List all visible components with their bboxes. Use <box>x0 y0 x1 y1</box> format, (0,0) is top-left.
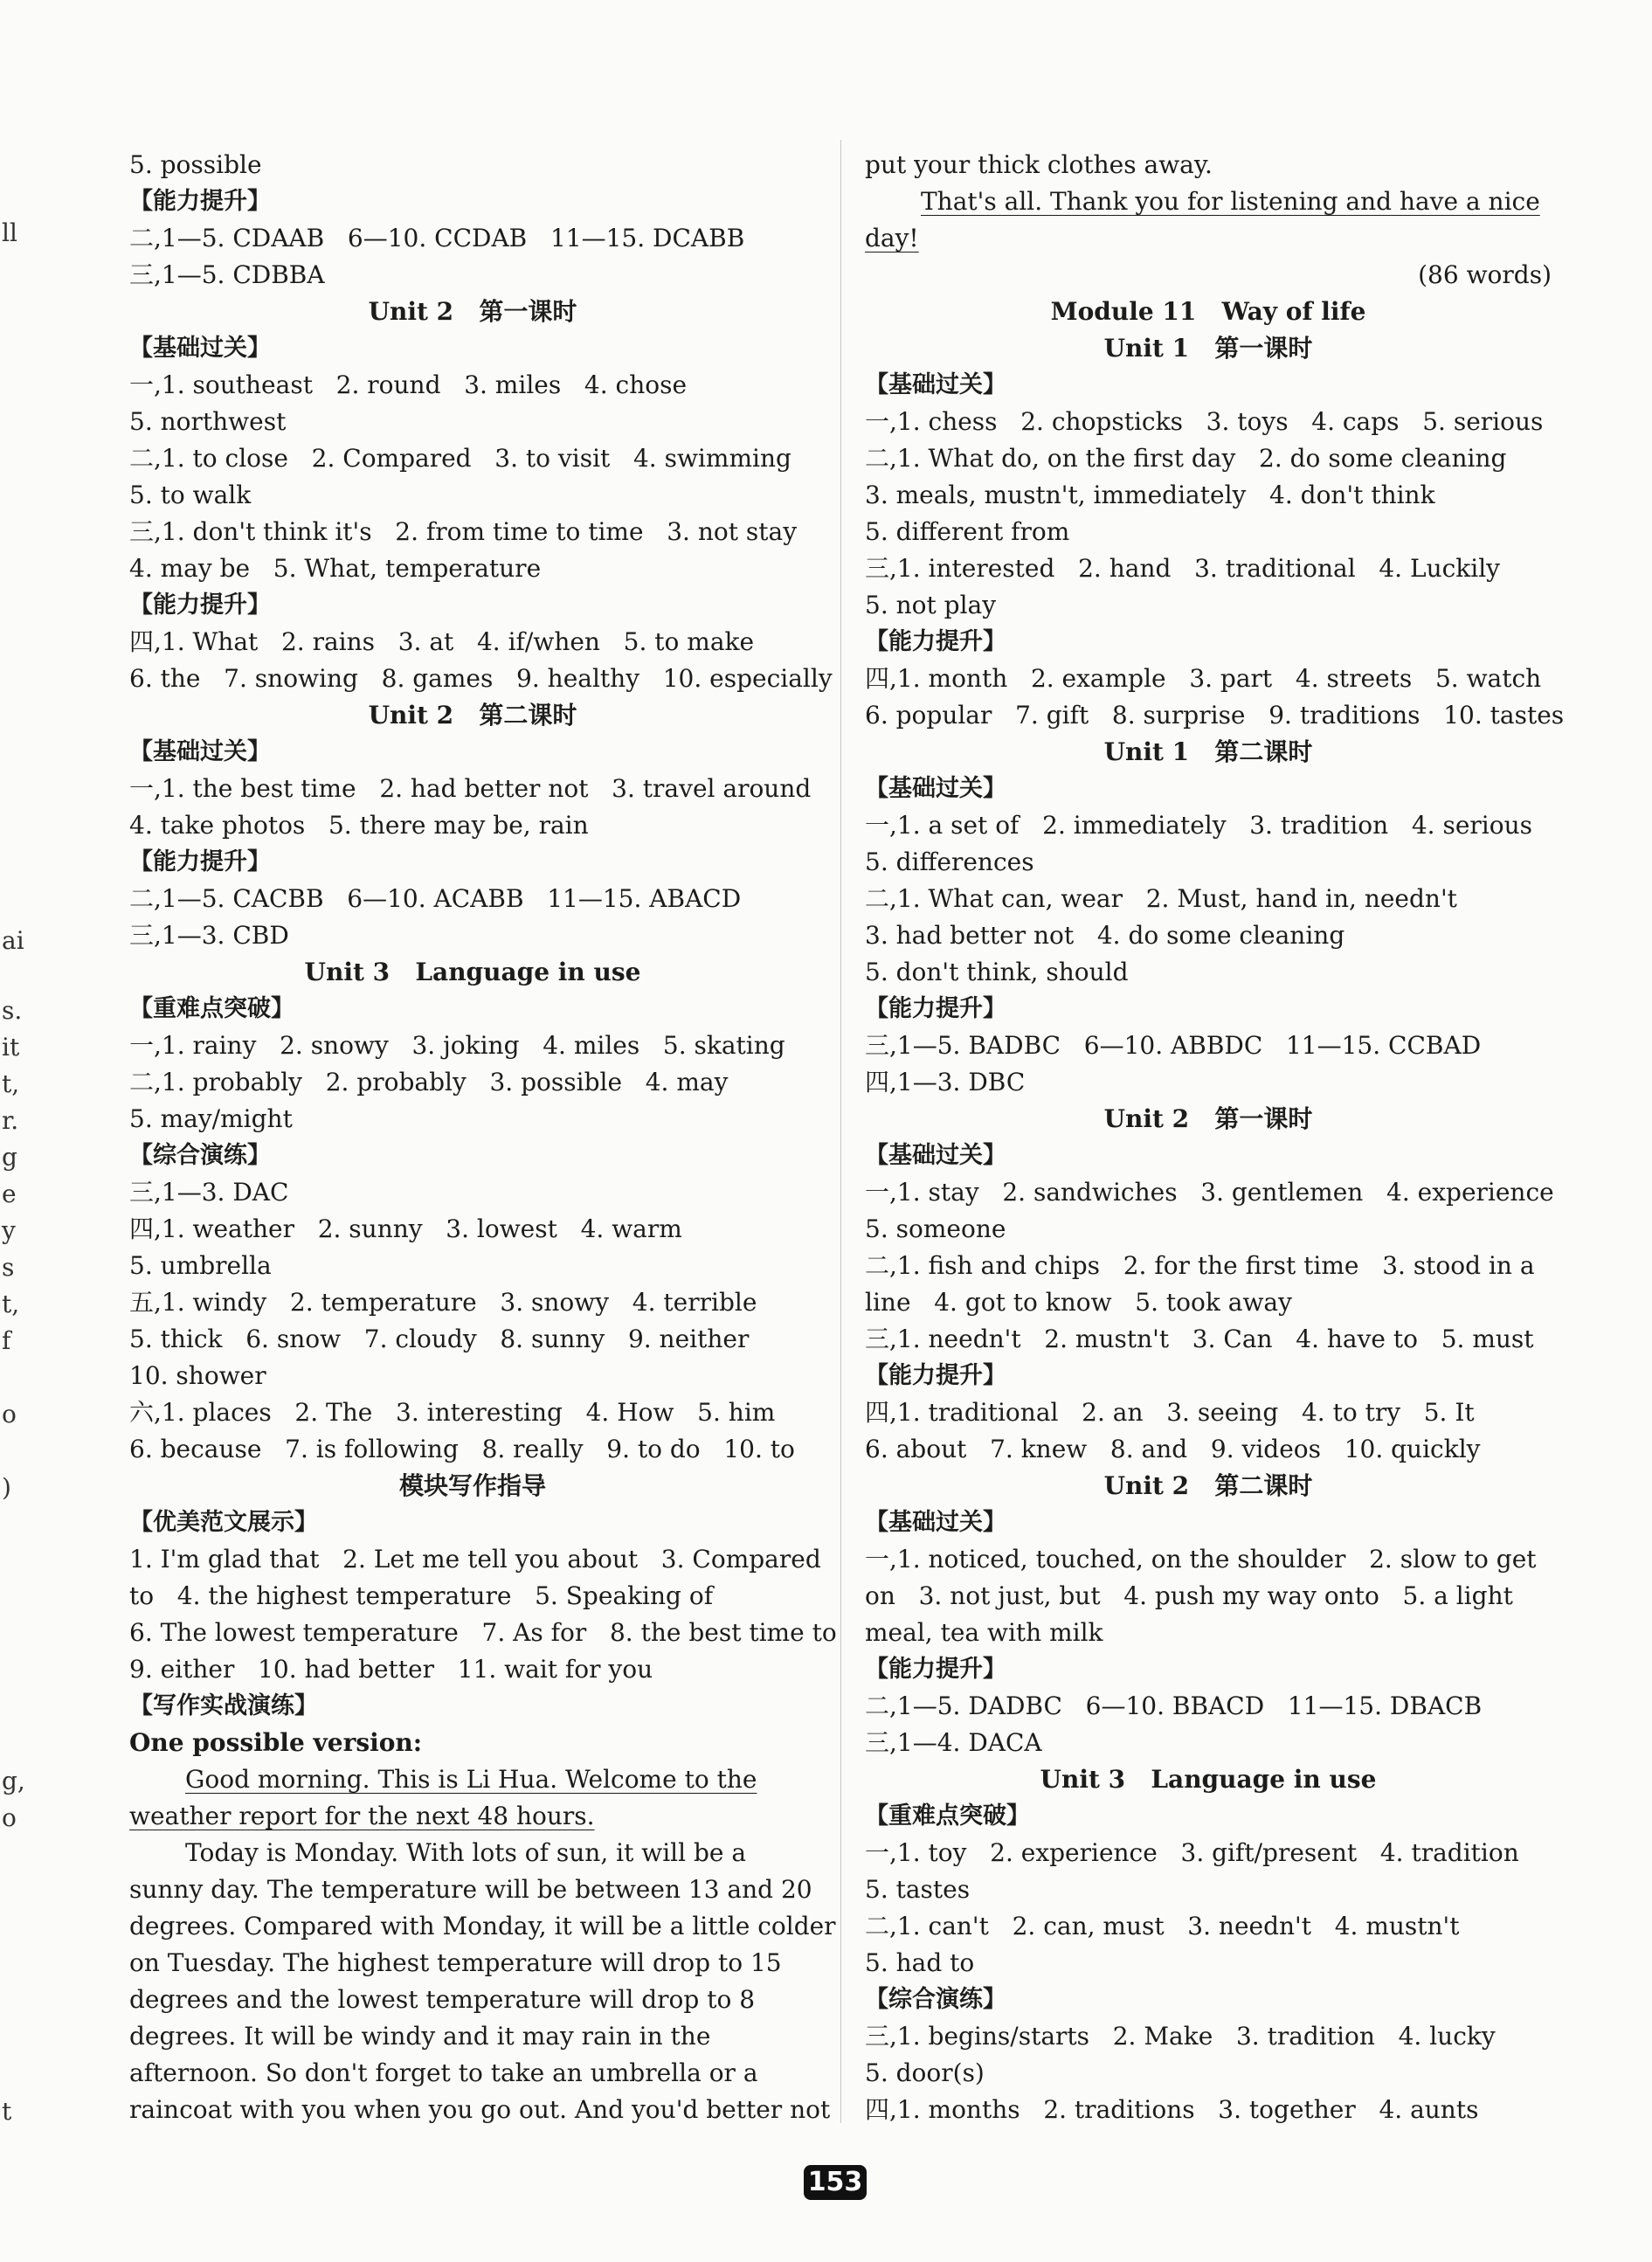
line-text: 6. The lowest temperature 7. As for 8. the best time to <box>129 1618 837 1647</box>
answer-line <box>865 477 1552 514</box>
section-label <box>129 183 816 220</box>
line-text: 【能力提升】 <box>865 628 1006 655</box>
line-text: 四,1. month 2. example 3. part 4. streets 5. watch <box>865 664 1542 693</box>
section-heading <box>865 734 1552 771</box>
line-text: 一,1. stay 2. sandwiches 3. gentlemen 4. experience <box>865 1178 1554 1207</box>
line-text: 5. may/might <box>129 1104 293 1133</box>
page-number: 153 <box>804 2165 867 2200</box>
answer-line <box>129 661 833 697</box>
section-label <box>865 1982 1552 2018</box>
answer-line <box>129 1651 816 1688</box>
line-text: 4. may be 5. What, temperature <box>129 554 542 583</box>
line-text: That's all. Thank you for listening and have a nice <box>921 187 1540 216</box>
answer-line <box>129 1358 816 1394</box>
answer-line <box>865 807 1552 844</box>
answer-line <box>865 1174 1552 1211</box>
line-text: 一,1. southeast 2. round 3. miles 4. chose <box>129 370 688 399</box>
line-text: 【基础过关】 <box>865 1509 1006 1536</box>
line-text: 三,1. needn't 2. mustn't 3. Can 4. have to 5. must <box>865 1325 1534 1353</box>
line-text: 【重难点突破】 <box>865 1802 1030 1830</box>
line-text: 【优美范文展示】 <box>129 1509 318 1536</box>
line-text: 二,1. fish and chips 2. for the first time 3. stood in a <box>865 1251 1535 1280</box>
answer-line <box>129 1982 816 2018</box>
line-text: 一,1. the best time 2. had better not 3. travel around <box>129 774 812 803</box>
line-text: 三,1. don't think it's 2. from time to time 3. not stay <box>129 517 798 546</box>
line-text: 六,1. places 2. The 3. interesting 4. How 5. him <box>129 1398 776 1427</box>
answer-line <box>865 1064 1552 1101</box>
left-column <box>129 147 837 2128</box>
line-text: degrees and the lowest temperature will drop to 8 <box>129 1985 756 2014</box>
line-text: 五,1. windy 2. temperature 3. snowy 4. terrible <box>129 1288 757 1317</box>
essay-line <box>129 1761 816 1798</box>
line-text: 二,1—5. CACBB 6—10. ACABB 11—15. ABACD <box>129 884 742 913</box>
answer-line <box>865 1835 1552 1871</box>
answer-line <box>865 954 1552 991</box>
line-text: on 3. not just, but 4. push my way onto 5. a light <box>865 1581 1513 1610</box>
line-text: 5. had to <box>865 1948 975 1977</box>
line-text: 5. to walk <box>129 481 252 509</box>
section-label <box>129 991 816 1027</box>
line-text: 5. someone <box>865 1214 1006 1243</box>
edge-fragment: r. <box>2 1106 19 1135</box>
answer-line <box>865 514 1552 550</box>
answer-line <box>865 661 1552 697</box>
line-text: 9. either 10. had better 11. wait for you <box>129 1655 653 1684</box>
line-text: Unit 2 第二课时 <box>368 701 577 730</box>
answer-line <box>129 917 816 954</box>
answer-line <box>129 440 816 477</box>
line-text: 二,1. to close 2. Compared 3. to visit 4. swimming <box>129 444 791 473</box>
line-text: 【重难点突破】 <box>129 995 294 1022</box>
edge-fragment: y <box>2 1216 16 1245</box>
line-text: 5. door(s) <box>865 2058 985 2087</box>
section-label <box>865 1358 1552 1394</box>
answer-line <box>129 220 816 257</box>
edge-fragment: o <box>2 1803 17 1832</box>
answer-line <box>865 550 1552 587</box>
answer-line <box>865 1615 1552 1651</box>
answer-line <box>865 1211 1552 1248</box>
line-text: 6. because 7. is following 8. really 9. to do 10. to <box>129 1435 795 1463</box>
edge-fragment: s. <box>2 996 23 1025</box>
answer-line <box>129 1541 821 1578</box>
line-text: 一,1. noticed, touched, on the shoulder 2. slow to get <box>865 1545 1537 1574</box>
line-text: 5. don't think, should <box>865 958 1129 986</box>
line-text: 【写作实战演练】 <box>129 1692 318 1719</box>
line-text: 二,1. What can, wear 2. Must, hand in, needn't <box>865 884 1457 913</box>
line-text: Unit 2 第一课时 <box>368 297 577 326</box>
edge-fragment: g <box>2 1143 17 1172</box>
line-text: 三,1—3. CBD <box>129 921 289 950</box>
answer-line <box>865 1688 1552 1725</box>
answer-line <box>129 477 816 514</box>
word-count <box>865 257 1552 294</box>
answer-line <box>865 1908 1552 1945</box>
section-heading <box>865 1101 1552 1138</box>
line-text: 5. northwest <box>129 407 287 436</box>
line-text: 三,1. interested 2. hand 3. traditional 4. Luckily <box>865 554 1500 583</box>
line-text: 【能力提升】 <box>865 995 1006 1022</box>
line-text: 【能力提升】 <box>129 188 271 215</box>
edge-fragment: s <box>2 1253 15 1282</box>
line-text: raincoat with you when you go out. And you'd better not <box>129 2095 831 2124</box>
answer-line <box>129 404 816 440</box>
line-text: 【基础过关】 <box>865 371 1006 398</box>
line-text: Unit 2 第二课时 <box>1103 1471 1313 1500</box>
answer-line <box>865 2055 1552 2092</box>
line-text: Module 11 Way of life <box>1050 297 1366 326</box>
answer-line <box>129 1064 816 1101</box>
line-text: 一,1. chess 2. chopsticks 3. toys 4. caps 5. serious <box>865 407 1544 436</box>
line-text: 三,1—4. DACA <box>865 1728 1042 1757</box>
section-heading <box>865 1468 1552 1505</box>
answer-line <box>129 2092 831 2128</box>
line-text: 三,1. begins/starts 2. Make 3. tradition 4. lucky <box>865 2022 1496 2051</box>
answer-line <box>129 771 816 807</box>
line-text: 三,1—5. CDBBA <box>129 260 325 289</box>
essay-line <box>129 1798 816 1835</box>
section-label <box>865 624 1552 661</box>
section-label <box>865 367 1552 404</box>
line-text: 【综合演练】 <box>129 1142 271 1169</box>
section-heading <box>129 1468 816 1505</box>
line-text: 1. I'm glad that 2. Let me tell you about 3. Compared <box>129 1545 821 1574</box>
section-label <box>865 1651 1552 1688</box>
line-text: 3. meals, mustn't, immediately 4. don't think <box>865 481 1435 509</box>
answer-line <box>129 1871 816 1908</box>
line-text: 5. tastes <box>865 1875 971 1904</box>
line-text: 5. thick 6. snow 7. cloudy 8. sunny 9. neither <box>129 1325 750 1353</box>
answer-line <box>865 1725 1552 1761</box>
line-text: 3. had better not 4. do some cleaning <box>865 921 1345 950</box>
edge-fragment: f <box>2 1326 11 1355</box>
line-text: 一,1. a set of 2. immediately 3. tradition 4. serious <box>865 811 1533 840</box>
answer-line <box>865 404 1552 440</box>
answer-line <box>129 881 816 917</box>
answer-line <box>865 440 1552 477</box>
line-text: 5. not play <box>865 591 997 619</box>
answer-line <box>865 881 1552 917</box>
line-text: 【综合演练】 <box>865 1986 1006 2013</box>
line-text: sunny day. The temperature will be between 13 and 20 <box>129 1875 812 1904</box>
line-text: meal, tea with milk <box>865 1618 1103 1647</box>
line-text: day! <box>865 224 919 252</box>
section-heading <box>865 1761 1552 1798</box>
line-text: 【基础过关】 <box>129 335 271 362</box>
edge-fragment: t, <box>2 1069 20 1098</box>
section-label <box>865 991 1552 1027</box>
answer-line <box>129 2018 816 2055</box>
line-text: 四,1. What 2. rains 3. at 4. if/when 5. to make <box>129 627 755 656</box>
answer-line <box>865 1541 1552 1578</box>
section-label <box>865 771 1552 807</box>
line-text: Unit 2 第一课时 <box>1103 1104 1313 1133</box>
line-text: 【能力提升】 <box>129 848 271 875</box>
answer-line <box>129 1248 816 1284</box>
line-text: 5. differences <box>865 847 1034 876</box>
section-label <box>129 587 816 624</box>
line-text: degrees. It will be windy and it may rain in the <box>129 2022 711 2051</box>
edge-fragment: ll <box>2 218 17 247</box>
line-text: afternoon. So don't forget to take an umbrella or a <box>129 2058 758 2087</box>
line-text: 【基础过关】 <box>865 1142 1006 1169</box>
line-text: One possible version: <box>129 1728 423 1757</box>
right-column <box>865 147 1565 2128</box>
answer-line <box>129 2055 816 2092</box>
section-label <box>129 844 816 881</box>
line-text: 二,1. probably 2. probably 3. possible 4. may <box>129 1068 729 1096</box>
line-text: 四,1. months 2. traditions 3. together 4. aunts <box>865 2095 1479 2124</box>
edge-fragment: it <box>2 1033 20 1062</box>
answer-line <box>865 1284 1552 1321</box>
line-text: 5. umbrella <box>129 1251 272 1280</box>
answer-line <box>129 1284 816 1321</box>
line-text: Good morning. This is Li Hua. Welcome to the <box>185 1765 757 1794</box>
answer-line <box>865 1578 1552 1615</box>
line-text: to 4. the highest temperature 5. Speaking of <box>129 1581 714 1610</box>
edge-fragment: g, <box>2 1767 25 1795</box>
section-heading <box>129 954 816 991</box>
line-text: 一,1. rainy 2. snowy 3. joking 4. miles 5. skating <box>129 1031 785 1060</box>
answer-line <box>129 807 816 844</box>
line-text: degrees. Compared with Monday, it will be a little colder <box>129 1912 836 1940</box>
answer-line <box>865 1248 1552 1284</box>
line-text: 【能力提升】 <box>129 591 271 619</box>
answer-line <box>865 1945 1552 1982</box>
answer-line <box>129 624 816 661</box>
edge-fragment: t, <box>2 1290 20 1318</box>
line-text: Unit 3 Language in use <box>1040 1765 1377 1794</box>
answer-line <box>865 917 1552 954</box>
section-label <box>129 330 816 367</box>
edge-fragment: e <box>2 1179 17 1208</box>
line-text: 6. about 7. knew 8. and 9. videos 10. quickly <box>865 1435 1481 1463</box>
edge-fragment: t <box>2 2097 12 2126</box>
section-heading <box>129 294 816 330</box>
line-text: on Tuesday. The highest temperature will drop to 15 <box>129 1948 782 1977</box>
line-text: line 4. got to know 5. took away <box>865 1288 1292 1317</box>
edge-fragment: ) <box>2 1473 11 1502</box>
line-text: 四,1. weather 2. sunny 3. lowest 4. warm <box>129 1214 682 1243</box>
answer-line <box>129 147 816 183</box>
essay-line <box>865 220 1552 257</box>
section-label <box>129 1688 816 1725</box>
section-label <box>129 1138 816 1174</box>
answer-line <box>865 2018 1552 2055</box>
answer-line <box>865 1027 1552 1064</box>
line-text: 10. shower <box>129 1361 266 1390</box>
left-edge-fragments <box>0 0 25 2262</box>
answer-line <box>129 1174 816 1211</box>
answer-line <box>865 587 1552 624</box>
answer-line <box>865 1394 1552 1431</box>
line-text: Unit 3 Language in use <box>304 958 641 986</box>
answer-line <box>129 1321 816 1358</box>
line-text: 5. different from <box>865 517 1070 546</box>
answer-line <box>129 1578 816 1615</box>
line-text: 模块写作指导 <box>398 1471 546 1500</box>
answer-line <box>129 1945 816 1982</box>
line-text: (86 words) <box>1418 260 1552 289</box>
answer-line <box>865 1321 1552 1358</box>
answer-line <box>129 1431 816 1468</box>
section-heading <box>865 294 1552 330</box>
line-text: 二,1. can't 2. can, must 3. needn't 4. mustn't <box>865 1912 1460 1940</box>
line-text: 二,1—5. CDAAB 6—10. CCDAB 11—15. DCABB <box>129 224 745 252</box>
answer-line <box>129 1615 837 1651</box>
answer-line <box>129 1101 816 1138</box>
answer-line <box>129 1027 816 1064</box>
answer-line <box>865 147 1552 183</box>
answer-line <box>865 2092 1552 2128</box>
line-text: 4. take photos 5. there may be, rain <box>129 811 589 840</box>
line-text: 【能力提升】 <box>865 1362 1006 1389</box>
section-label <box>865 1798 1552 1835</box>
answer-line <box>129 1908 836 1945</box>
essay-title <box>129 1725 816 1761</box>
line-text: Today is Monday. With lots of sun, it will be a <box>185 1838 747 1867</box>
answer-line <box>129 550 816 587</box>
answer-line <box>129 1211 816 1248</box>
line-text: Unit 1 第二课时 <box>1103 737 1313 766</box>
line-text: 四,1. traditional 2. an 3. seeing 4. to try 5. It <box>865 1398 1475 1427</box>
section-label <box>129 734 816 771</box>
line-text: 【基础过关】 <box>865 775 1006 802</box>
line-text: 一,1. toy 2. experience 3. gift/present 4. tradition <box>865 1838 1519 1867</box>
section-label <box>129 1505 816 1541</box>
line-text: put your thick clothes away. <box>865 150 1213 179</box>
line-text: 三,1—5. BADBC 6—10. ABBDC 11—15. CCBAD <box>865 1031 1482 1060</box>
edge-fragment: o <box>2 1400 17 1428</box>
answer-line <box>129 1394 816 1431</box>
answer-line <box>129 514 816 550</box>
answer-line <box>129 367 816 404</box>
edge-fragment: ai <box>2 926 24 955</box>
answer-line <box>865 697 1565 734</box>
line-text: 6. popular 7. gift 8. surprise 9. traditions 10. tastes <box>865 701 1565 730</box>
essay-line <box>865 183 1552 220</box>
section-heading <box>129 697 816 734</box>
line-text: 【能力提升】 <box>865 1656 1006 1683</box>
line-text: 二,1. What do, on the first day 2. do some cleaning <box>865 444 1507 473</box>
line-text: 四,1—3. DBC <box>865 1068 1026 1096</box>
answer-line <box>865 1871 1552 1908</box>
section-heading <box>865 330 1552 367</box>
line-text: weather report for the next 48 hours. <box>129 1802 595 1830</box>
column-divider <box>840 140 841 2123</box>
line-text: 【基础过关】 <box>129 738 271 765</box>
answer-line <box>129 257 816 294</box>
line-text: 5. possible <box>129 150 262 179</box>
line-text: 二,1—5. DADBC 6—10. BBACD 11—15. DBACB <box>865 1691 1483 1720</box>
essay-line <box>129 1835 816 1871</box>
section-label <box>865 1505 1552 1541</box>
line-text: 6. the 7. snowing 8. games 9. healthy 10. especially <box>129 664 833 693</box>
line-text: Unit 1 第一课时 <box>1103 334 1313 363</box>
answer-line <box>865 1431 1552 1468</box>
line-text: 三,1—3. DAC <box>129 1178 289 1207</box>
answer-line <box>865 844 1552 881</box>
section-label <box>865 1138 1552 1174</box>
